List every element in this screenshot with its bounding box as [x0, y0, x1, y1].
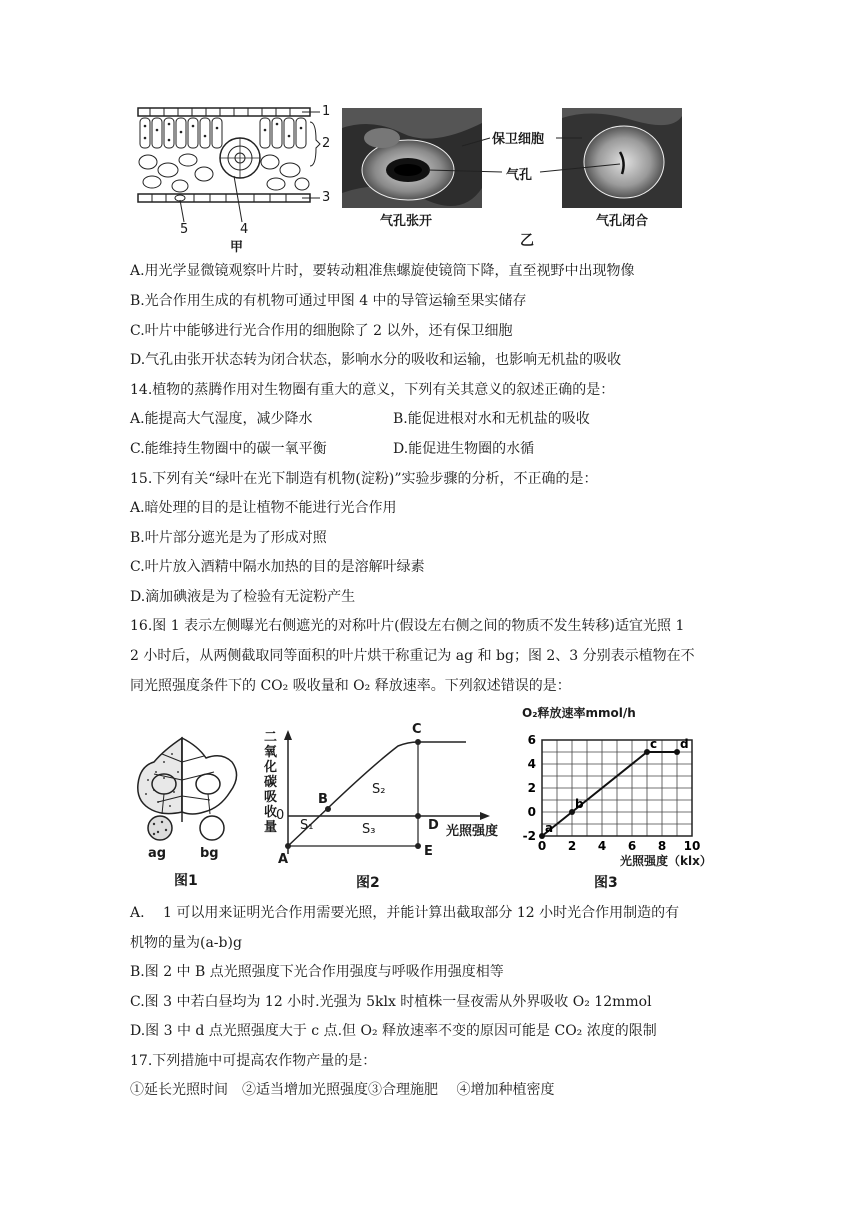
fig2-point-b: B — [318, 792, 328, 807]
fig3-y-tick: 0 — [527, 805, 536, 819]
fig1-caption: 图1 — [174, 873, 198, 889]
fig2-zero: 0 — [276, 808, 285, 823]
stoma-open-caption: 气孔张开 — [380, 214, 433, 229]
q17-stem: 17.下列措施中可提高农作物产量的是： — [130, 1053, 377, 1069]
fig2-xlabel: 光照强度 — [446, 824, 499, 839]
fig1-label-ag: ag — [148, 846, 167, 861]
fig3-xlabel: 光照强度（klx） — [620, 854, 712, 868]
fig3-x-tick: 4 — [597, 839, 607, 853]
jia-label-1: 1 — [322, 104, 331, 119]
figure-1 — [134, 732, 250, 892]
fig3-y-tick: 4 — [527, 757, 536, 771]
symmetric-leaf-drawing — [134, 732, 250, 862]
q15-option-c: C.叶片放入酒精中隔水加热的目的是溶解叶绿素 — [130, 559, 425, 575]
q17-items: ①延长光照时间 ②适当增加光照强度③合理施肥 ④增加种植密度 — [130, 1082, 555, 1098]
q16-stem-line-3: 同光照强度条件下的 CO₂ 吸收量和 O₂ 释放速率。下列叙述错误的是： — [130, 678, 571, 694]
fig2-point-d: D — [428, 818, 439, 833]
yi-leader-lines — [342, 108, 682, 208]
jia-label-4: 4 — [240, 222, 249, 237]
q16-stem-line-2: 2 小时后，从两侧截取同等面积的叶片烘干称重记为 ag 和 bg；图 2、3 分别表示植物在不 — [130, 648, 695, 664]
q16-option-a-line-1: A. 1 可以用来证明光合作用需要光照，并能计算出截取部分 12 小时光合作用制造的有 — [130, 905, 680, 921]
fig3-x-tick: 2 — [567, 839, 577, 853]
leaf-cross-section-drawing — [130, 100, 340, 250]
fig3-x-tick: 0 — [537, 839, 547, 853]
stoma-closed-caption: 气孔闭合 — [596, 214, 649, 229]
q15-option-a: A.暗处理的目的是让植物不能进行光合作用 — [130, 500, 397, 516]
q16-option-a-line-2: 机物的量为(a-b)g — [130, 935, 242, 951]
fig3-x-tick: 8 — [657, 839, 667, 853]
q15-stem: 15.下列有关“绿叶在光下制造有机物(淀粉)”实验步骤的分析，不正确的是： — [130, 471, 598, 487]
guard-cell-label: 保卫细胞 — [492, 132, 545, 147]
figure-2 — [262, 722, 502, 892]
q14-stem: 14.植物的蒸腾作用对生物圈有重大的意义，下列有关其意义的叙述正确的是： — [130, 382, 615, 398]
fig2-point-a: A — [278, 852, 289, 867]
q16-option-c: C.图 3 中若白昼均为 12 小时.光强为 5klx 时植株一昼夜需从外界吸收 O₂ 12mmol — [130, 994, 652, 1010]
fig2-point-e: E — [424, 844, 433, 859]
jia-label-2: 2 — [322, 136, 331, 151]
q13-option-d: D.气孔由张开状态转为闭合状态，影响水分的吸收和运输，也影响无机盐的吸收 — [130, 352, 622, 368]
fig3-y-tick: -2 — [522, 829, 536, 843]
fig2-area-s1: S₁ — [300, 818, 314, 833]
fig2-diagram — [262, 722, 502, 892]
fig2-caption: 图2 — [356, 875, 380, 891]
q15-option-d: D.滴加碘液是为了检验有无淀粉产生 — [130, 589, 356, 605]
fig3-point-label-a: a — [545, 821, 554, 835]
fig3-point-label-c: c — [650, 737, 658, 751]
fig3-x-tick: 10 — [683, 839, 701, 853]
q16-option-b: B.图 2 中 B 点光照强度下光合作用强度与呼吸作用强度相等 — [130, 964, 504, 980]
fig3-y-tick: 2 — [527, 781, 536, 795]
fig3-y-tick: 6 — [527, 733, 536, 747]
q16-option-d: D.图 3 中 d 点光照强度大于 c 点.但 O₂ 释放速率不变的原因可能是 CO₂ 浓度的限制 — [130, 1023, 657, 1039]
q16-stem-line-1: 16.图 1 表示左侧曝光右侧遮光的对称叶片(假设左右侧之间的物质不发生转移)适宜光照 1 — [130, 618, 685, 634]
jia-label-3: 3 — [322, 190, 331, 205]
fig2-area-s3: S₃ — [362, 822, 376, 837]
fig1-label-bg: bg — [200, 846, 219, 861]
yi-caption: 乙 — [520, 233, 534, 249]
figure-3 — [510, 700, 740, 890]
fig2-area-s2: S₂ — [372, 782, 386, 797]
fig3-series-line — [542, 752, 677, 836]
jia-caption: 甲 — [230, 240, 244, 255]
fig3-x-tick: 6 — [627, 839, 637, 853]
q15-option-b: B.叶片部分遮光是为了形成对照 — [130, 530, 327, 546]
q14-option-c: C.能维持生物圈中的碳一氧平衡 — [130, 441, 327, 457]
fig2-ylabel: 二氧化碳吸收量 — [264, 730, 278, 835]
figure-yi — [342, 108, 682, 248]
stoma-label: 气孔 — [506, 168, 533, 183]
fig3-point-label-d: d — [680, 737, 689, 751]
q13-option-a: A.用光学显微镜观察叶片时，要转动粗准焦螺旋使镜筒下降，直至视野中出现物像 — [130, 263, 635, 279]
q13-option-b: B.光合作用生成的有机物可通过甲图 4 中的导管运输至果实储存 — [130, 293, 527, 309]
q14-option-d: D.能促进生物圈的水循 — [393, 441, 535, 457]
jia-label-5: 5 — [180, 222, 189, 237]
fig3-point-label-b: b — [575, 797, 584, 811]
q14-option-a: A.能提高大气湿度，减少降水 — [130, 411, 313, 427]
fig3-ylabel: O₂释放速率mmol/h — [522, 706, 636, 720]
q14-option-b: B.能促进根对水和无机盐的吸收 — [393, 411, 590, 427]
fig2-point-c: C — [412, 722, 422, 737]
fig3-caption: 图3 — [594, 875, 618, 891]
q13-option-c: C.叶片中能够进行光合作用的细胞除了 2 以外，还有保卫细胞 — [130, 323, 513, 339]
figure-jia — [130, 100, 340, 255]
